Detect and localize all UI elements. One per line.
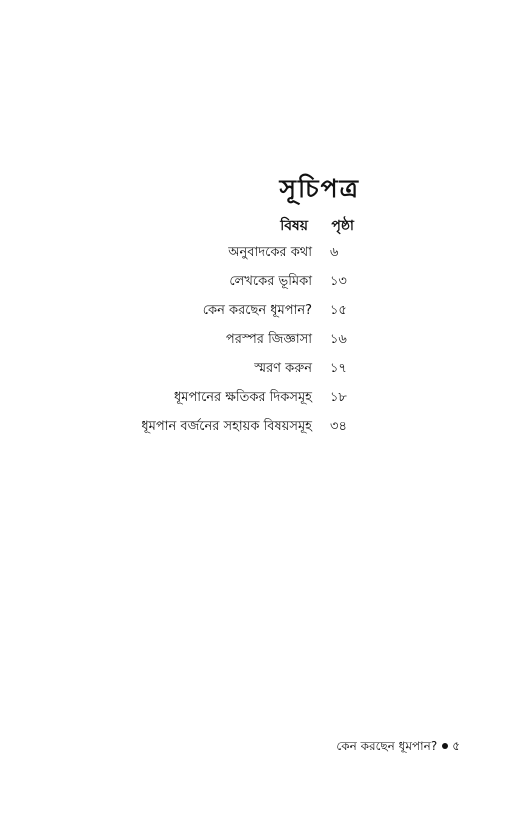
toc-list xyxy=(100,244,364,447)
toc-row[interactable] xyxy=(100,244,364,273)
toc-entry-page: ১৭ xyxy=(330,361,347,376)
toc-header xyxy=(180,216,364,236)
toc-entry-title: অনুবাদকের কথা xyxy=(228,245,312,260)
toc-entry-page: ৬ xyxy=(330,245,339,260)
toc-row[interactable] xyxy=(100,389,364,418)
toc-entry-page: ৩৪ xyxy=(330,419,347,434)
toc-entry-title: ধূমপান বর্জনের সহায়ক বিষয়সমূহ xyxy=(141,419,312,434)
footer-page-number: ৫ xyxy=(452,739,460,753)
toc-entry-title: ধূমপানের ক্ষতিকর দিকসমূহ xyxy=(173,390,312,405)
page-footer xyxy=(300,738,460,754)
toc-entry-page: ১৬ xyxy=(330,332,347,347)
toc-entry-page: ১৫ xyxy=(330,303,347,318)
page-title: সূচিপত্র xyxy=(279,174,360,203)
toc-row[interactable] xyxy=(100,418,364,447)
toc-entry-page: ১৩ xyxy=(330,274,347,289)
toc-entry-title: স্মরণ করুন xyxy=(254,361,312,376)
toc-entry-title: কেন করছেন ধূমপান? xyxy=(202,303,312,318)
toc-row[interactable] xyxy=(100,273,364,302)
toc-entry-page: ১৮ xyxy=(330,390,347,405)
toc-row[interactable] xyxy=(100,331,364,360)
toc-row[interactable] xyxy=(100,302,364,331)
page-column-label: পৃষ্ঠা xyxy=(331,218,354,234)
bullet-separator-icon xyxy=(442,743,448,749)
subject-column-label: বিষয় xyxy=(280,218,308,234)
footer-running-title: কেন করছেন ধূমপান? xyxy=(336,739,438,753)
toc-entry-title: লেখকের ভূমিকা xyxy=(229,274,312,289)
toc-entry-title: পরস্পর জিজ্ঞাসা xyxy=(225,332,312,347)
toc-row[interactable] xyxy=(100,360,364,389)
